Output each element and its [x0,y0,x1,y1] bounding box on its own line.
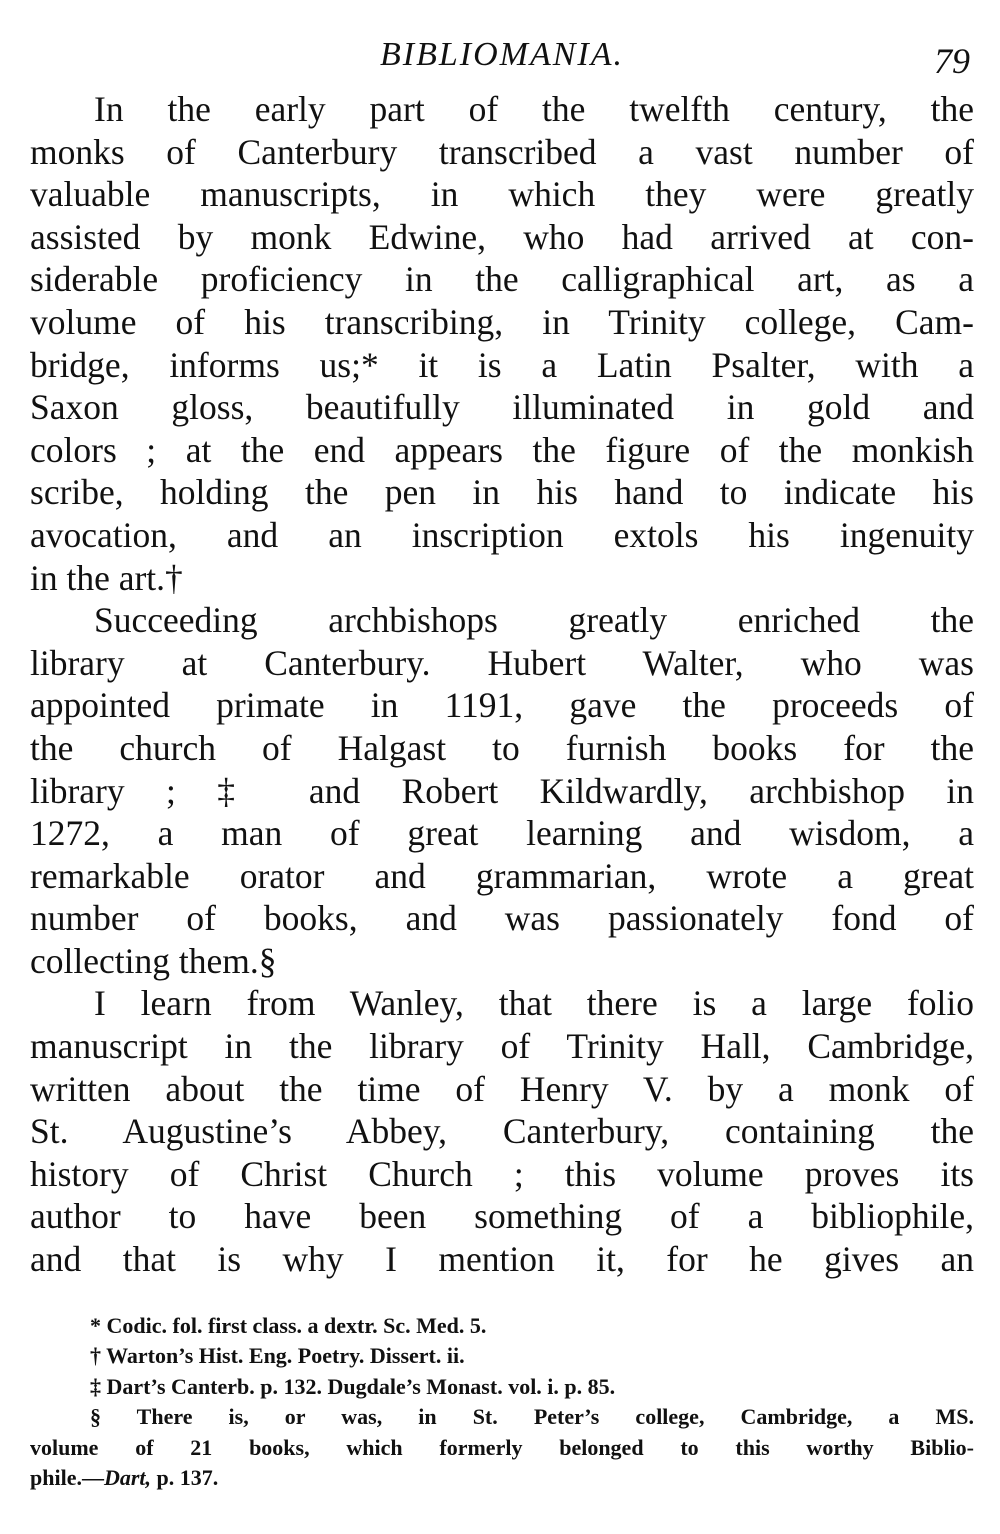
text-line: 1272, a man of great learning and wisdom, a [30,813,974,854]
text-line: library ; ‡ and Robert Kildwardly, archbishop in [30,770,974,811]
text-line: remarkable orator and grammarian, wrote a great [30,855,974,896]
text-line: collecting them.§ [30,940,277,981]
text-line: the church of Halgast to furnish books for the [30,727,974,768]
text-line: St. Augustine’s Abbey, Canterbury, containing the [30,1111,974,1152]
text-line: I learn from Wanley, that there is a large folio [94,983,974,1024]
text-line: written about the time of Henry V. by a monk of [30,1068,974,1109]
running-head [30,36,974,88]
text-line: siderable proficiency in the calligraphical art, as a [30,259,974,300]
text-line: manuscript in the library of Trinity Hall, Cambridge, [30,1026,974,1067]
text-line: bridge, informs us;* it is a Latin Psalter, with a [30,344,974,385]
text-line: volume of his transcribing, in Trinity college, Cam- [30,301,974,342]
page-number: 79 [934,41,970,81]
text-line: scribe, holding the pen in his hand to indicate his [30,472,974,513]
running-title: BIBLIOMANIA. [379,36,624,73]
footnote-section-end [30,1463,974,1494]
text-line: assisted by monk Edwine, who had arrived at con- [30,216,974,257]
book-page [30,36,974,1494]
text-line: Saxon gloss, beautifully illuminated in gold and [30,387,974,428]
paragraph-1 [30,88,974,599]
footnote-dagger: † Warton’s Hist. Eng. Poetry. Dissert. ii. [90,1343,465,1369]
footnote-text: p. 137. [151,1465,219,1491]
footnote-author: Dart, [103,1465,152,1491]
text-line: and that is why I mention it, for he gives an [30,1239,974,1280]
footnote-double-dagger: ‡ Dart’s Canterb. p. 132. Dugdale’s Monast. vol. i. p. 85. [90,1373,616,1399]
text-line: avocation, and an inscription extols his ingenuity [30,514,974,555]
text-line: valuable manuscripts, in which they were greatly [30,174,974,215]
text-line: in the art.† [30,557,183,598]
text-line: library at Canterbury. Hubert Walter, who was [30,642,974,683]
paragraph-3 [30,982,974,1280]
text-line: appointed primate in 1191, gave the proceeds of [30,685,974,726]
text-line: author to have been something of a bibliophile, [30,1196,974,1237]
footnotes [30,1311,974,1494]
text-line: colors ; at the end appears the figure of the monkish [30,429,974,470]
text-line: history of Christ Church ; this volume proves its [30,1153,974,1194]
footnote-text: phile.— [30,1465,104,1491]
text-line: Succeeding archbishops greatly enriched the [94,600,974,641]
paragraph-2 [30,599,974,982]
text-line: In the early part of the twelfth century, the [94,89,974,129]
text-line: monks of Canterbury transcribed a vast number of [30,131,974,172]
footnote-asterisk: * Codic. fol. first class. a dextr. Sc. Med. 5. [90,1312,487,1338]
text-line: number of books, and was passionately fond of [30,898,974,939]
footnote-section: § There is, or was, in St. Peter’s college, Cambridge, a MS. [90,1404,974,1430]
footnote-section-continued: volume of 21 books, which formerly belonged to this worthy Biblio- [30,1434,974,1460]
